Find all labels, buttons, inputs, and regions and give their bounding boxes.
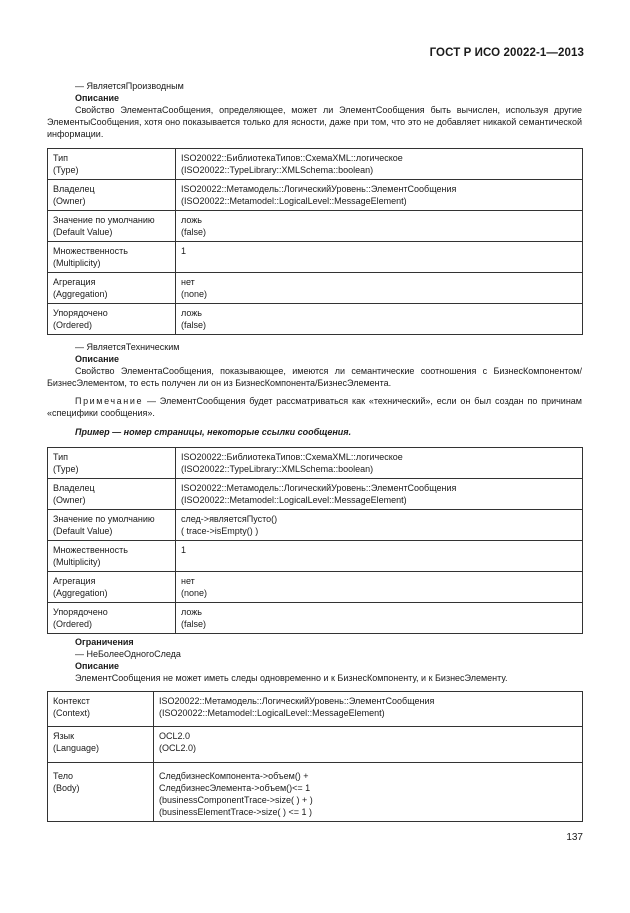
value-cell [176, 211, 583, 242]
label-en: (Type) [53, 464, 79, 474]
label: Язык [53, 731, 75, 741]
label-cell [48, 763, 154, 822]
value-en: (false) [181, 320, 207, 330]
table-row [48, 304, 583, 335]
label: Упорядочено [53, 607, 108, 617]
label: Тип [53, 153, 69, 163]
label-cell [48, 211, 176, 242]
label-en: (Type) [53, 165, 79, 175]
table-row [48, 180, 583, 211]
value: 1 [181, 246, 187, 256]
value: нет [181, 277, 195, 287]
value: след->являетсяПусто() [181, 514, 278, 524]
label-cell [48, 304, 176, 335]
label-cell [48, 727, 154, 763]
label-en: (Ordered) [53, 320, 93, 330]
value: ISO20022::Метамодель::ЛогическийУровень::ЭлементСообщения [181, 184, 457, 194]
value: ISO20022::БиблиотекаТипов::СхемаXML::логическое [181, 153, 403, 163]
value: ложь [181, 607, 202, 617]
label-en: (Language) [53, 743, 100, 753]
label: Множественность [53, 545, 128, 555]
value-en: (none) [181, 588, 208, 598]
note [47, 395, 582, 419]
constraints-heading: Ограничения [75, 637, 134, 647]
table-row [48, 149, 583, 180]
property-name: — ЯвляетсяТехническим [75, 342, 180, 352]
label-en: (Ordered) [53, 619, 93, 629]
section-constraints [47, 636, 582, 684]
label: Контекст [53, 696, 90, 706]
value-cell [154, 692, 583, 727]
value-en: (OCL2.0) [159, 743, 197, 753]
value-en: (false) [181, 227, 207, 237]
note-label: Примечание [75, 396, 144, 406]
properties-table-1 [47, 148, 583, 335]
label-en: (Owner) [53, 495, 86, 505]
value-cell [176, 149, 583, 180]
constraint-table [47, 691, 583, 822]
code-line: СледбизнесЭлемента->объем()<= 1 [159, 783, 311, 793]
page-number: 137 [566, 832, 583, 843]
value-cell [176, 603, 583, 634]
label-en: (Context) [53, 708, 91, 718]
description-text: Свойство ЭлементаСообщения, определяющее, может ли ЭлементСообщения быть вычислен, используя другие ЭлементыСообщения, хотя оно показывается только для ясности, даже при том, что это не добавляет никакой семантической информации. [47, 105, 582, 139]
table-2-body [48, 448, 583, 634]
label-cell [48, 242, 176, 273]
value-cell [154, 763, 583, 822]
value: OCL2.0 [159, 731, 191, 741]
value-cell [154, 727, 583, 763]
value-en: (ISO20022::TypeLibrary::XMLSchema::boolean) [181, 165, 374, 175]
label: Агрегация [53, 277, 96, 287]
value-cell [176, 304, 583, 335]
value-en: ( trace->isEmpty() ) [181, 526, 259, 536]
label: Тело [53, 771, 74, 781]
document-header: ГОСТ Р ИСО 20022-1—2013 [429, 47, 584, 59]
table-row [48, 242, 583, 273]
label-en: (Body) [53, 783, 80, 793]
value-cell [176, 541, 583, 572]
value-en: (ISO20022::TypeLibrary::XMLSchema::boolean) [181, 464, 374, 474]
label-en: (Aggregation) [53, 289, 108, 299]
description-heading: Описание [75, 354, 120, 364]
section-is-technical [47, 341, 582, 438]
value-cell [176, 510, 583, 541]
label-en: (Multiplicity) [53, 557, 101, 567]
label-cell [48, 479, 176, 510]
value-cell [176, 479, 583, 510]
label-cell [48, 541, 176, 572]
label-cell [48, 149, 176, 180]
label: Упорядочено [53, 308, 108, 318]
value-en: (ISO20022::Metamodel::LogicalLevel::MessageElement) [159, 708, 385, 718]
label-cell [48, 180, 176, 211]
table-row [48, 211, 583, 242]
table-row [48, 603, 583, 634]
description-text: Свойство ЭлементаСообщения, показывающее, имеются ли семантические соотношения с БизнесКомпонентом/БизнесЭлементом, то есть получен ли он из БизнесКомпонента/БизнесЭлемента. [47, 366, 582, 388]
context-row [48, 692, 583, 727]
value-en: (ISO20022::Metamodel::LogicalLevel::MessageElement) [181, 196, 407, 206]
label: Агрегация [53, 576, 96, 586]
properties-table-2 [47, 447, 583, 634]
table-row [48, 448, 583, 479]
label-en: (Owner) [53, 196, 86, 206]
description-heading: Описание [75, 661, 120, 671]
label: Значение по умолчанию [53, 514, 155, 524]
description-text: ЭлементСообщения не может иметь следы одновременно и к БизнесКомпоненту, и к БизнесЭлементу. [75, 673, 508, 683]
label: Значение по умолчанию [53, 215, 155, 225]
code-line: СледбизнесКомпонента->объем() + [159, 771, 309, 781]
label: Владелец [53, 483, 95, 493]
label: Владелец [53, 184, 95, 194]
section-is-derived [47, 80, 582, 140]
table-row [48, 479, 583, 510]
value-cell [176, 572, 583, 603]
table-row [48, 572, 583, 603]
value: ISO20022::БиблиотекаТипов::СхемаXML::логическое [181, 452, 403, 462]
value: ISO20022::Метамодель::ЛогическийУровень::ЭлементСообщения [181, 483, 457, 493]
body-row [48, 763, 583, 822]
value: 1 [181, 545, 187, 555]
value-en: (none) [181, 289, 208, 299]
example-text: Пример — номер страницы, некоторые ссылки сообщения. [75, 427, 352, 437]
label-cell [48, 572, 176, 603]
table-row [48, 510, 583, 541]
code-line: (businessComponentTrace->size( ) + ) [159, 795, 313, 805]
label-cell [48, 692, 154, 727]
label-cell [48, 510, 176, 541]
label-en: (Default Value) [53, 526, 113, 536]
value-en: (ISO20022::Metamodel::LogicalLevel::MessageElement) [181, 495, 407, 505]
label-cell [48, 273, 176, 304]
value: ISO20022::Метамодель::ЛогическийУровень::ЭлементСообщения [159, 696, 435, 706]
note-text: — ЭлементСообщения будет рассматриваться как «технический», если он был создан по причинам «специфики сообщения». [47, 396, 582, 418]
table-row [48, 273, 583, 304]
value-cell [176, 180, 583, 211]
label-cell [48, 448, 176, 479]
label: Множественность [53, 246, 128, 256]
label-cell [48, 603, 176, 634]
table-1-body [48, 149, 583, 335]
value-en: (false) [181, 619, 207, 629]
constraint-name: — НеБолееОдногоСледа [75, 649, 181, 659]
value-cell [176, 273, 583, 304]
label-en: (Aggregation) [53, 588, 108, 598]
value-cell [176, 242, 583, 273]
language-row [48, 727, 583, 763]
value-cell [176, 448, 583, 479]
value: ложь [181, 308, 202, 318]
description-heading: Описание [75, 93, 120, 103]
label-en: (Default Value) [53, 227, 113, 237]
value: ложь [181, 215, 202, 225]
label: Тип [53, 452, 69, 462]
label-en: (Multiplicity) [53, 258, 101, 268]
table-row [48, 541, 583, 572]
code-line: (businessElementTrace->size( ) <= 1 ) [159, 807, 312, 817]
value: нет [181, 576, 195, 586]
property-name: — ЯвляетсяПроизводным [75, 81, 184, 91]
